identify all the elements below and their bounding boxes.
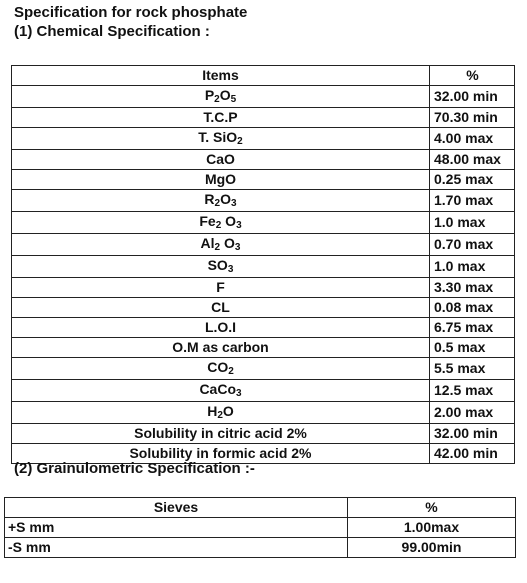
value-cell: 32.00 min — [430, 86, 515, 108]
item-cell: O.M as carbon — [12, 338, 430, 358]
table-row — [12, 212, 515, 234]
value-cell: 0.08 max — [430, 298, 515, 318]
item-cell: $SO_3$ — [12, 256, 430, 278]
value-cell: 12.5 max — [430, 380, 515, 402]
chemical-spec-table — [11, 65, 515, 464]
table-row — [12, 256, 515, 278]
item-cell: F — [12, 278, 430, 298]
table-row — [12, 108, 515, 128]
value-cell: 1.70 max — [430, 190, 515, 212]
value-cell: 0.70 max — [430, 234, 515, 256]
value-cell: 4.00 max — [430, 128, 515, 150]
table-row — [12, 234, 515, 256]
table-row — [12, 318, 515, 338]
sieve-cell: +S mm — [5, 518, 348, 538]
percent-column-header: % — [430, 66, 515, 86]
table-row — [12, 358, 515, 380]
grainulometric-spec-body — [5, 498, 516, 558]
table-row — [5, 538, 516, 558]
item-cell: CaCo$_3$ — [12, 380, 430, 402]
table-row — [5, 518, 516, 538]
chemical-spec-body — [12, 66, 515, 464]
item-cell: $Al_2$ $O_3$ — [12, 234, 430, 256]
table-row — [12, 278, 515, 298]
item-cell: $H_2O$ — [12, 402, 430, 424]
item-cell: CL — [12, 298, 430, 318]
table-row — [12, 298, 515, 318]
value-cell: 3.30 max — [430, 278, 515, 298]
item-cell: $Fe_2$ $O_3$ — [12, 212, 430, 234]
table-row — [12, 402, 515, 424]
table-row — [12, 190, 515, 212]
value-cell: 32.00 min — [430, 424, 515, 444]
value-cell: 0.25 max — [430, 170, 515, 190]
grain-value-cell: 99.00min — [348, 538, 516, 558]
grain-value-cell: 1.00max — [348, 518, 516, 538]
grainulometric-spec-heading: (2) Grainulometric Specification :- — [14, 460, 255, 477]
table-row — [12, 128, 515, 150]
sieve-cell: -S mm — [5, 538, 348, 558]
item-cell: CaO — [12, 150, 430, 170]
value-cell: 42.00 min — [430, 444, 515, 464]
item-cell: T. SiO$_2$ — [12, 128, 430, 150]
item-cell: MgO — [12, 170, 430, 190]
grainulometric-spec-table — [4, 497, 516, 558]
item-cell: $P_2O_5$ — [12, 86, 430, 108]
value-cell: 2.00 max — [430, 402, 515, 424]
item-cell: $CO_2$ — [12, 358, 430, 380]
chemical-header-row — [12, 66, 515, 86]
document-title: Specification for rock phosphate — [14, 4, 248, 21]
value-cell: 1.0 max — [430, 256, 515, 278]
value-cell: 70.30 min — [430, 108, 515, 128]
value-cell: 1.0 max — [430, 212, 515, 234]
item-cell: Solubility in citric acid 2% — [12, 424, 430, 444]
value-cell: 5.5 max — [430, 358, 515, 380]
grain-percent-column-header: % — [348, 498, 516, 518]
item-cell: T.C.P — [12, 108, 430, 128]
table-row — [12, 170, 515, 190]
item-cell: L.O.I — [12, 318, 430, 338]
table-row — [12, 380, 515, 402]
sieves-column-header: Sieves — [5, 498, 348, 518]
table-row — [12, 338, 515, 358]
table-row — [12, 86, 515, 108]
grainulometric-header-row — [5, 498, 516, 518]
table-row — [12, 150, 515, 170]
item-cell: Solubility in formic acid 2% — [12, 444, 430, 464]
items-column-header: Items — [12, 66, 430, 86]
value-cell: 0.5 max — [430, 338, 515, 358]
item-cell: $R_2O_3$ — [12, 190, 430, 212]
value-cell: 6.75 max — [430, 318, 515, 338]
chemical-spec-heading: (1) Chemical Specification : — [14, 23, 210, 40]
value-cell: 48.00 max — [430, 150, 515, 170]
table-row — [12, 424, 515, 444]
